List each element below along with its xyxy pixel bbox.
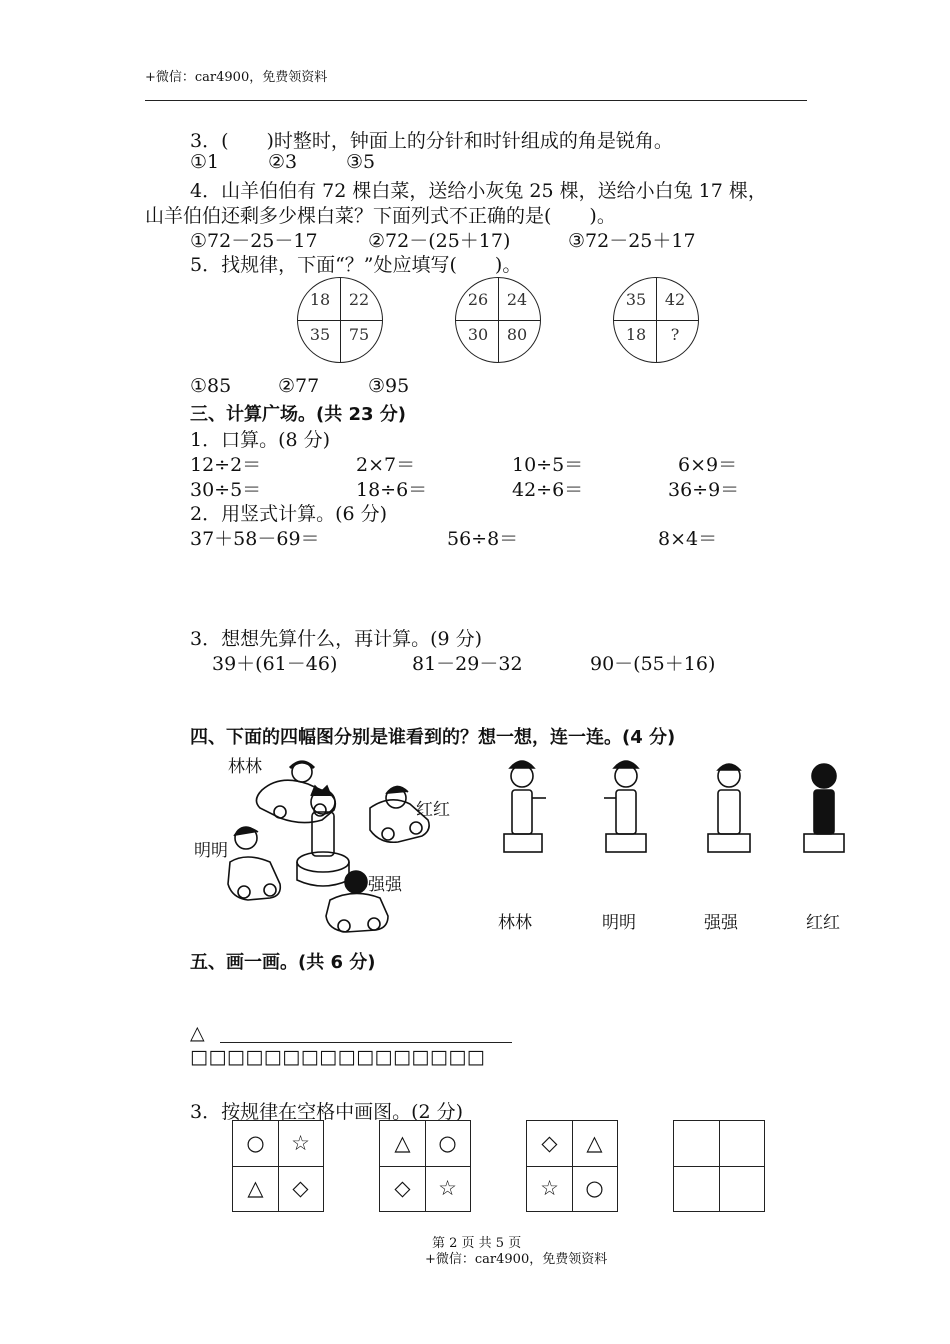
pattern-circle-3 (613, 277, 699, 363)
pattern-grid-1 (232, 1120, 324, 1212)
s3-p1-title: 1．口算。(8 分) (190, 429, 331, 451)
grid2-cell-4: ☆ (438, 1176, 457, 1200)
grid3-cell-3: ☆ (540, 1176, 559, 1200)
oral-calc-2-2: 18÷6＝ (356, 479, 428, 501)
footer-note: +微信：car4900，免费领资料 (425, 1252, 608, 1267)
scene-label-mingming: 明明 (194, 841, 228, 861)
order-calc-1: 39＋(61－46) (212, 653, 338, 675)
oral-calc-1-1: 12÷2＝ (190, 454, 262, 476)
scene-label-qiangqiang: 强强 (368, 875, 402, 895)
circle2-top-right: 24 (506, 290, 528, 309)
q4-option-2: ②72－(25＋17) (368, 230, 511, 252)
view-label-4: 红红 (806, 913, 840, 933)
section4-title: 四、下面的四幅图分别是谁看到的？想一想，连一连。(4 分) (190, 727, 676, 748)
circle3-top-left: 35 (625, 290, 647, 309)
circle2-top-left: 26 (467, 290, 489, 309)
scene-label-linlin: 林林 (228, 757, 262, 777)
view-figure-1 (498, 752, 548, 856)
q5-option-1: ①85 (190, 375, 232, 397)
q4-line1: 4．山羊伯伯有 72 棵白菜，送给小灰兔 25 棵，送给小白兔 17 棵， (190, 180, 767, 202)
order-calc-3: 90－(55＋16) (590, 653, 716, 675)
view-figure-4 (800, 752, 850, 856)
pattern-circle-1 (297, 277, 383, 363)
q5-option-2: ②77 (278, 375, 320, 397)
vertical-calc-3: 8×4＝ (658, 528, 718, 550)
q4-option-3: ③72－25＋17 (568, 230, 696, 252)
circle1-top-right: 22 (348, 290, 370, 309)
oral-calc-1-2: 2×7＝ (356, 454, 416, 476)
circle1-bottom-left: 35 (309, 325, 331, 344)
grid2-cell-2: ○ (438, 1131, 457, 1155)
s5-p3-title: 3．按规律在空格中画图。(2 分) (190, 1101, 464, 1123)
circle1-bottom-right: 75 (348, 325, 370, 344)
q5-option-3: ③95 (368, 375, 410, 397)
view-figure-2 (602, 752, 652, 856)
scene-illustration (190, 750, 460, 940)
answer-cell-1[interactable] (674, 1121, 719, 1166)
grid2-cell-3: ◇ (394, 1176, 411, 1200)
scene-label-honghong: 红红 (416, 800, 450, 820)
q4-option-1: ①72－25－17 (190, 230, 318, 252)
oral-calc-2-3: 42÷6＝ (512, 479, 584, 501)
grid1-cell-4: ◇ (292, 1176, 309, 1200)
grid3-cell-2: △ (586, 1131, 603, 1155)
view-figure-3 (704, 752, 754, 856)
pattern-grid-3 (526, 1120, 618, 1212)
circle2-bottom-left: 30 (467, 325, 489, 344)
grid1-cell-3: △ (247, 1176, 264, 1200)
header-note: +微信：car4900，免费领资料 (145, 70, 328, 85)
answer-cell-2[interactable] (719, 1121, 764, 1166)
pattern-grid-2 (379, 1120, 471, 1212)
q3-stem: 3．( )时整时，钟面上的分针和时针组成的角是锐角。 (190, 130, 673, 152)
q3-option-3: ③5 (346, 151, 376, 173)
q4-line2: 山羊伯伯还剩多少棵白菜？下面列式不正确的是( )。 (145, 205, 616, 227)
section5-title: 五、画一画。(共 6 分) (190, 952, 376, 973)
oral-calc-2-4: 36÷9＝ (668, 479, 740, 501)
q5-stem: 5．找规律，下面“？”处应填写( )。 (190, 254, 522, 276)
answer-cell-3[interactable] (674, 1166, 719, 1211)
oral-calc-1-3: 10÷5＝ (512, 454, 584, 476)
page-number: 第 2 页 共 5 页 (432, 1236, 522, 1251)
drawing-line[interactable] (220, 1042, 512, 1043)
header-rule (145, 100, 807, 101)
answer-cell-4[interactable] (719, 1166, 764, 1211)
pattern-grid-answer[interactable] (673, 1120, 765, 1212)
vertical-calc-2: 56÷8＝ (447, 528, 519, 550)
view-label-2: 明明 (602, 913, 636, 933)
grid3-cell-4: ○ (585, 1176, 604, 1200)
s3-p2-title: 2．用竖式计算。(6 分) (190, 503, 388, 525)
q3-option-2: ②3 (268, 151, 298, 173)
q3-option-1: ①1 (190, 151, 220, 173)
s3-p3-title: 3．想想先算什么，再计算。(9 分) (190, 628, 483, 650)
triangle-symbol: △ (190, 1022, 205, 1044)
section3-title: 三、计算广场。(共 23 分) (190, 404, 407, 425)
view-label-1: 林林 (498, 913, 532, 933)
circle1-top-left: 18 (309, 290, 331, 309)
circle3-bottom-left: 18 (625, 325, 647, 344)
square-row: □□□□□□□□□□□□□□□□ (190, 1046, 486, 1068)
oral-calc-1-4: 6×9＝ (678, 454, 738, 476)
view-label-3: 强强 (704, 913, 738, 933)
oral-calc-2-1: 30÷5＝ (190, 479, 262, 501)
pattern-circle-2 (455, 277, 541, 363)
circle3-top-right: 42 (664, 290, 686, 309)
grid2-cell-1: △ (394, 1131, 411, 1155)
vertical-calc-1: 37＋58－69＝ (190, 528, 320, 550)
grid1-cell-1: ○ (246, 1131, 265, 1155)
grid1-cell-2: ☆ (291, 1131, 310, 1155)
order-calc-2: 81－29－32 (412, 653, 523, 675)
circle3-bottom-right: ? (670, 325, 680, 344)
grid3-cell-1: ◇ (541, 1131, 558, 1155)
circle2-bottom-right: 80 (506, 325, 528, 344)
